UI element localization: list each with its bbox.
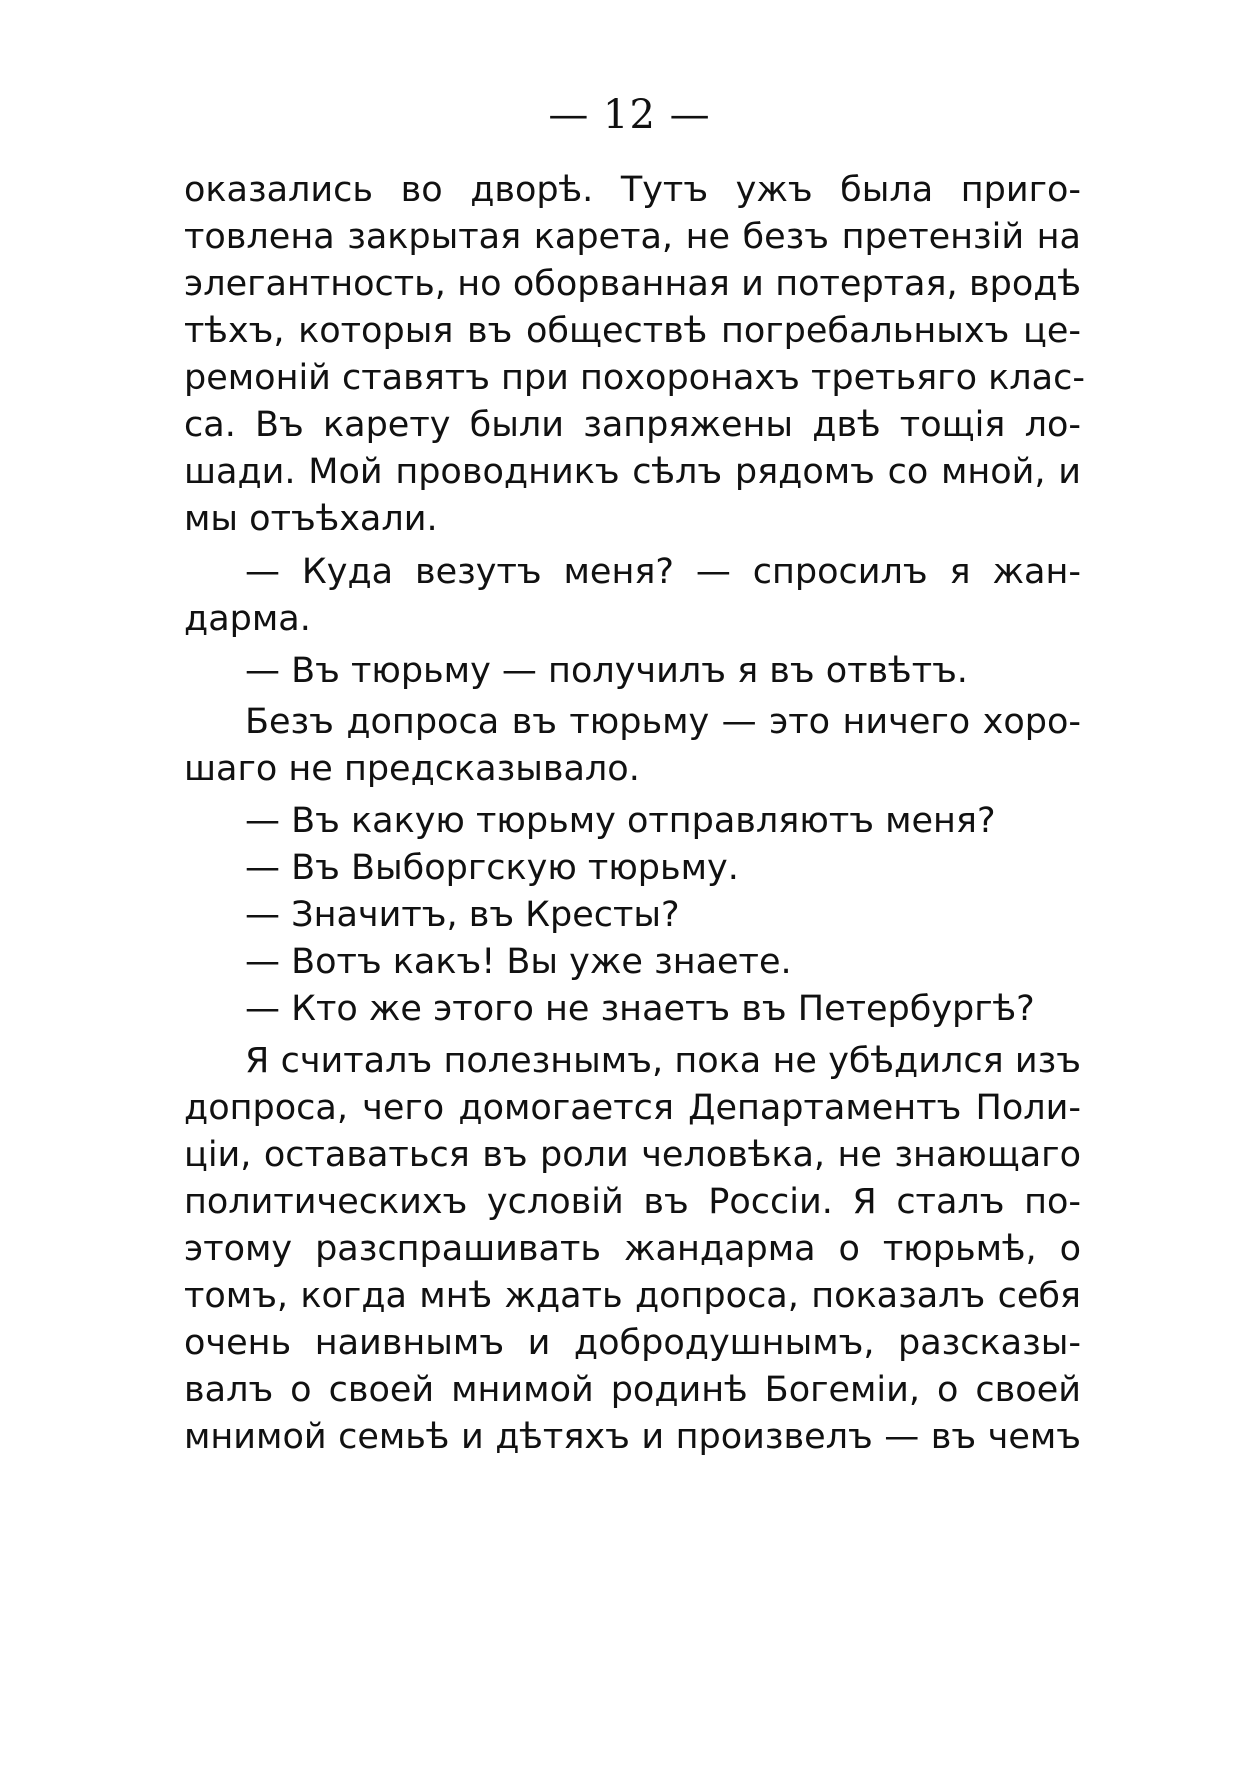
- text-line: — Значитъ, въ Кресты?: [245, 895, 680, 935]
- text-line: этому разспрашивать жандарма о тюрьмѣ, о: [184, 1229, 1081, 1269]
- text-line: мнимой семьѣ и дѣтяхъ и произвелъ — въ чемъ: [184, 1417, 1081, 1457]
- text-line: политическихъ условій въ Россіи. Я сталъ по-: [184, 1182, 1081, 1222]
- text-line: тѣхъ, которыя въ обществѣ погребальныхъ це-: [184, 311, 1081, 351]
- text-line: — Въ Выборгскую тюрьму.: [245, 848, 739, 888]
- text-line: Безъ допроса въ тюрьму — это ничего хоро-: [245, 702, 1081, 742]
- text-line: шаго не предсказывало.: [184, 749, 640, 789]
- text-line: шади. Мой проводникъ сѣлъ рядомъ со мной, и: [184, 452, 1081, 492]
- text-line: очень наивнымъ и добродушнымъ, разсказы-: [184, 1323, 1081, 1363]
- text-line: допроса, чего домогается Департаментъ Поли-: [184, 1088, 1081, 1128]
- text-line: — Въ тюрьму — получилъ я въ отвѣтъ.: [245, 651, 968, 691]
- text-line: дарма.: [184, 599, 311, 639]
- text-line: элегантность, но оборванная и потертая, вродѣ: [184, 264, 1081, 304]
- text-line: мы отъѣхали.: [184, 499, 438, 539]
- text-line: са. Въ карету были запряжены двѣ тощія ло-: [184, 405, 1081, 445]
- page-number: — 12 —: [548, 92, 711, 138]
- text-line: томъ, когда мнѣ ждать допроса, показалъ себя: [184, 1276, 1081, 1316]
- text-line: ціи, оставаться въ роли человѣка, не знающаго: [184, 1135, 1081, 1175]
- text-line: Я считалъ полезнымъ, пока не убѣдился изъ: [245, 1041, 1081, 1081]
- text-line: ремоній ставятъ при похоронахъ третьяго клас-: [184, 358, 1085, 398]
- text-line: — Вотъ какъ! Вы уже знаете.: [245, 942, 792, 982]
- text-line: товлена закрытая карета, не безъ претензій на: [184, 217, 1081, 257]
- text-line: оказались во дворѣ. Тутъ ужъ была приго-: [184, 170, 1081, 210]
- text-line: — Кто же этого не знаетъ въ Петербургѣ?: [245, 989, 1035, 1029]
- text-line: валъ о своей мнимой родинѣ Богеміи, о своей: [184, 1370, 1081, 1410]
- text-line: — Въ какую тюрьму отправляютъ меня?: [245, 801, 996, 841]
- text-line: — Куда везутъ меня? — спросилъ я жан-: [245, 552, 1081, 592]
